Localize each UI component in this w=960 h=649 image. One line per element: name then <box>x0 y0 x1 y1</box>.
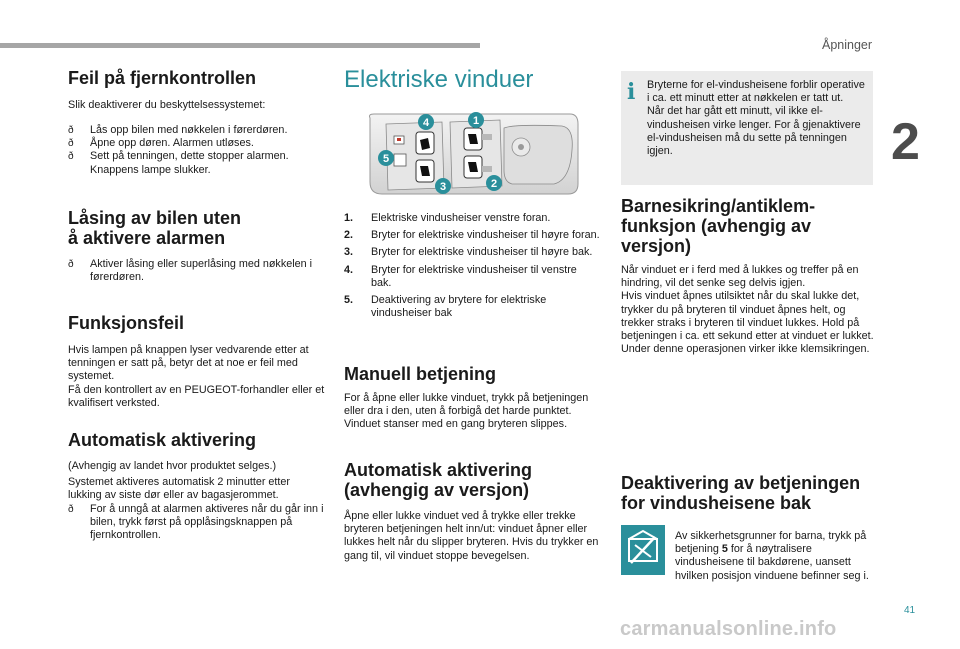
heading-electric-windows: Elektriske vinduer <box>344 66 534 93</box>
callout-5 <box>378 150 394 166</box>
watermark: carmanualsonline.info <box>620 618 837 640</box>
svg-text:3: 3 <box>439 181 447 193</box>
heading-remote-fault: Feil på fjernkontrollen <box>68 68 257 88</box>
paragraph: Bryterne for el-vindusheisene forblir operative i ca. ett minutt etter at nøkkelen er tatt ut. <box>647 79 865 105</box>
remote-fault-steps <box>68 124 326 177</box>
list-item: 5. Deaktivering av brytere for elektriske vindusheiser bak <box>344 294 547 320</box>
heading-line: å aktivere alarmen <box>68 228 226 248</box>
list-item: 2. Bryter for elektriske vindusheiser til høyre foran. <box>344 229 600 242</box>
rear-window-lock-text: Av sikkerhetsgrunner for barna, trykk på betjening 5 for å nøytralisere vindusheisene til bakdørene, uansett hvilken posisjon vinduene befinner seg i. <box>675 530 869 582</box>
callout-2 <box>486 175 502 191</box>
paragraph: Få den kontrollert av en PEUGEOT-forhandler eller et kvalifisert verksted. <box>68 383 325 409</box>
info-box <box>621 71 873 185</box>
paragraph: Hvis vinduet åpnes utilsiktet når du skal lukke det, trykker du på bryteren til vinduet åpnes helt, og trekker straks i bryteren til vinduet lukkes. Hold på betjeningen i ca. ett sekund etter at vinduet er lukket. <box>621 290 874 343</box>
list-item: ð Aktiver låsing eller superlåsing med nøkkelen i førerdøren. <box>68 258 326 284</box>
heading-rear-window-lock <box>621 473 860 513</box>
paragraph: Når det har gått ett minutt, vil ikke el-vindusheisen virke lenger. For å gjenaktivere el-vindusheisen må du sette på tenningen igjen. <box>647 105 861 158</box>
heading-line: versjon) <box>621 236 692 256</box>
child-safety-text <box>621 264 876 356</box>
chapter-number: 2 <box>891 113 920 171</box>
lock-steps <box>68 258 326 284</box>
window-switch-panel-figure <box>364 110 580 200</box>
heading-malfunction: Funksjonsfeil <box>68 313 185 333</box>
callout-4 <box>418 114 434 130</box>
svg-text:1: 1 <box>472 115 480 127</box>
paragraph: Systemet aktiveres automatisk 2 minutter etter lukking av siste dør eller av bagasjerommet. <box>68 476 291 502</box>
heading-line: Låsing av bilen uten <box>68 208 242 228</box>
heading-line: funksjon (avhengig av <box>621 216 812 236</box>
heading-line: Barnesikring/antiklem- <box>621 196 816 216</box>
heading-line: Deaktivering av betjeningen <box>621 473 861 493</box>
list-item: ð Sett på tenningen, dette stopper alarmen. Knappens lampe slukker. <box>68 150 326 176</box>
svg-text:4: 4 <box>422 117 430 129</box>
list-item: ð Lås opp bilen med nøkkelen i førerdøren. <box>68 124 326 137</box>
heading-auto-activation: Automatisk aktivering <box>68 430 257 450</box>
list-item: 3. Bryter for elektriske vindusheiser til høyre bak. <box>344 246 593 259</box>
list-item: ð For å unngå at alarmen aktiveres når du går inn i bilen, trykk først på opplåsingsknappen på fjernkontrollen. <box>68 503 326 543</box>
auto-activation-steps <box>68 503 326 543</box>
window-lock-icon <box>621 525 665 575</box>
auto-activation-text <box>68 460 326 542</box>
paragraph: Når vinduet er i ferd med å lukkes og treffer på en hindring, vil det senke seg delvis igjen. <box>621 264 859 290</box>
paragraph: Under denne operasjonen virker ikke klemsikringen. <box>621 343 870 356</box>
heading-line: Automatisk aktivering <box>344 460 533 480</box>
list-item: ð Åpne opp døren. Alarmen utløses. <box>68 137 326 150</box>
page-number: 41 <box>904 605 916 616</box>
list-item: 4. Bryter for elektriske vindusheiser til venstre bak. <box>344 263 577 289</box>
section-header: Åpninger <box>822 38 873 52</box>
auto-window-text: Åpne eller lukke vinduet ved å trykke eller trekke bryteren betjeningen helt inn/ut: vinduet åpner eller lukkes helt når du slipper bryteren. Hvis du trykker en gang til, vil vinduet stoppe bevegelsen. <box>344 510 599 562</box>
info-text <box>647 79 865 158</box>
heading-manual-operation: Manuell betjening <box>344 364 497 384</box>
malfunction-text <box>68 344 326 410</box>
paragraph: (Avhengig av landet hvor produktet selges.) <box>68 460 277 472</box>
paragraph: Hvis lampen på knappen lyser vedvarende etter at tenningen er satt på, betyr det at noe er feil med systemet. <box>68 344 309 383</box>
switch-legend-list <box>344 212 600 324</box>
heading-auto-window <box>344 460 532 500</box>
heading-child-safety <box>621 196 815 256</box>
remote-fault-intro: Slik deaktiverer du beskyttelsessystemet: <box>68 99 266 111</box>
heading-line: for vindusheisene bak <box>621 493 812 513</box>
callout-3 <box>435 178 451 194</box>
top-rule <box>0 43 480 48</box>
heading-line: (avhengig av versjon) <box>344 480 530 500</box>
heading-lock-without-alarm <box>68 208 241 248</box>
svg-text:5: 5 <box>382 153 390 165</box>
manual-operation-text: For å åpne eller lukke vinduet, trykk på betjeningen eller dra i den, uten å forbigå det harde punktet. Vinduet stanser med en gang bryteren slippes. <box>344 392 589 431</box>
svg-text:2: 2 <box>490 178 498 190</box>
list-item: 1. Elektriske vindusheiser venstre foran. <box>344 212 551 224</box>
callout-1 <box>468 112 484 128</box>
info-icon: i <box>627 79 636 105</box>
